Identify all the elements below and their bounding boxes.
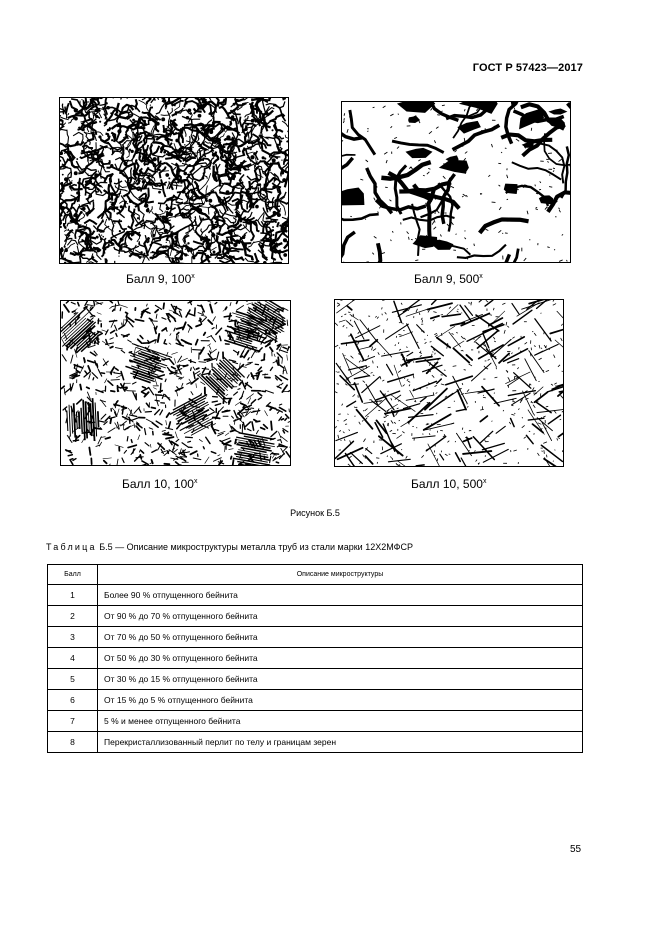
table-row: [48, 669, 583, 690]
micrograph-caption: Балл 9, 100$^x$: [126, 272, 195, 286]
micrograph-image: [61, 301, 290, 465]
microstructure-table: [47, 564, 583, 753]
ball-cell: 1: [48, 585, 98, 606]
micrograph-ball-10-500x: [334, 299, 564, 467]
ball-cell: 7: [48, 711, 98, 732]
table-row: [48, 711, 583, 732]
table-row: [48, 690, 583, 711]
ball-cell: 8: [48, 732, 98, 753]
figure-caption: Рисунок Б.5: [290, 508, 340, 518]
ball-cell: 5: [48, 669, 98, 690]
table-title-prefix: Таблица: [46, 542, 97, 552]
micrograph-image: [60, 98, 288, 263]
table-header-row: [48, 565, 583, 585]
table-row: [48, 648, 583, 669]
ball-cell: 2: [48, 606, 98, 627]
description-cell: Более 90 % отпущенного бейнита: [98, 585, 583, 606]
micrograph-caption: Балл 10, 500$^x$: [411, 477, 487, 491]
description-cell: Перекристаллизованный перлит по телу и границам зерен: [98, 732, 583, 753]
micrograph-ball-9-500x: [341, 101, 571, 263]
page-number: 55: [570, 844, 582, 855]
table-title: [46, 542, 413, 552]
table-row: [48, 585, 583, 606]
column-header-ball: Балл: [48, 565, 98, 585]
description-cell: От 70 % до 50 % отпущенного бейнита: [98, 627, 583, 648]
column-header-description: Описание микроструктуры: [98, 565, 583, 585]
description-cell: 5 % и менее отпущенного бейнита: [98, 711, 583, 732]
ball-cell: 6: [48, 690, 98, 711]
micrograph-ball-10-100x: [60, 300, 291, 466]
description-cell: От 90 % до 70 % отпущенного бейнита: [98, 606, 583, 627]
document-standard-header: ГОСТ Р 57423—2017: [472, 62, 583, 74]
table-row: [48, 732, 583, 753]
ball-cell: 3: [48, 627, 98, 648]
table-row: [48, 627, 583, 648]
micrograph-caption: Балл 9, 500$^x$: [414, 272, 483, 286]
micrograph-image: [342, 102, 570, 262]
description-cell: От 30 % до 15 % отпущенного бейнита: [98, 669, 583, 690]
micrograph-caption: Балл 10, 100$^x$: [122, 477, 198, 491]
micrograph-ball-9-100x: [59, 97, 289, 264]
ball-cell: 4: [48, 648, 98, 669]
table-row: [48, 606, 583, 627]
description-cell: От 15 % до 5 % отпущенного бейнита: [98, 690, 583, 711]
description-cell: От 50 % до 30 % отпущенного бейнита: [98, 648, 583, 669]
table-title-text: Б.5 — Описание микроструктуры металла труб из стали марки 12Х2МФСР: [99, 542, 413, 552]
micrograph-image: [335, 300, 563, 466]
